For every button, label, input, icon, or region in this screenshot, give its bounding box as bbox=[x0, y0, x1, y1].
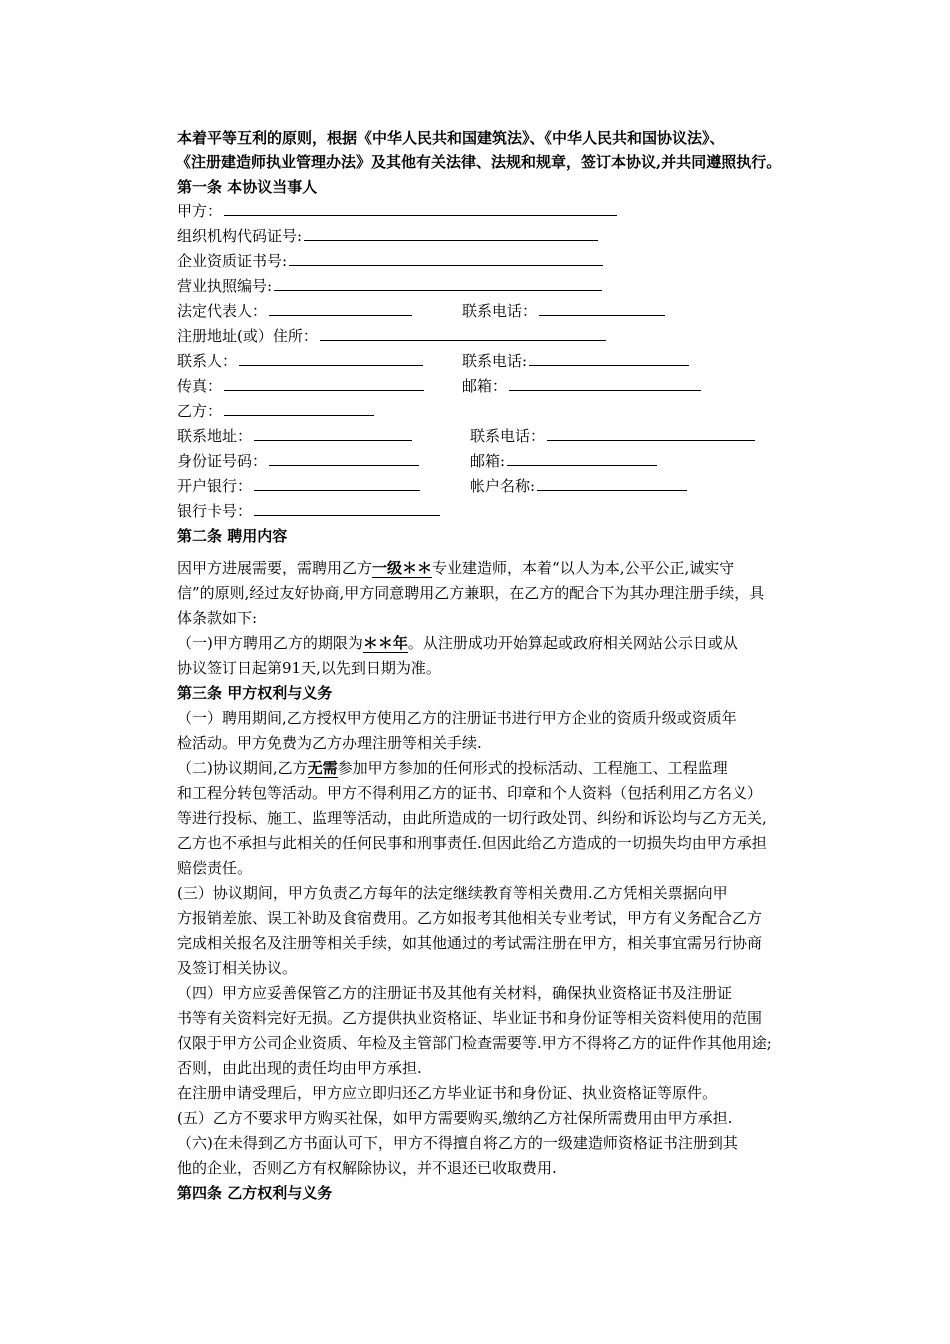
art3-s4-line-4: 否则，由此出现的责任均由甲方承担. bbox=[177, 1059, 422, 1077]
intro-line-1: 本着平等互利的原则，根据《中华人民共和国建筑法》、《中华人民共和国协议法》、 bbox=[177, 129, 725, 147]
phone2-blank bbox=[529, 351, 689, 366]
qual-cert-blank bbox=[289, 251, 603, 266]
art2-p1-text-c: 专业建造师，本着“以人为本,公平公正,诚实守 bbox=[432, 559, 735, 577]
account-name-blank bbox=[537, 476, 687, 491]
party-b-row bbox=[177, 401, 374, 421]
art2-term-text: ＊＊年 bbox=[362, 634, 408, 652]
id-no-label: 身份证号码： bbox=[177, 452, 268, 470]
card-no-row bbox=[177, 501, 440, 521]
legal-rep-blank bbox=[269, 301, 412, 316]
email-blank bbox=[509, 376, 701, 391]
fax-label: 传真： bbox=[177, 377, 223, 395]
phone-row bbox=[462, 301, 665, 321]
b-address-label: 联系地址： bbox=[177, 427, 253, 445]
art2-level-text: 一级＊＊ bbox=[372, 559, 433, 577]
article-1-title: 第一条 本协议当事人 bbox=[177, 178, 318, 196]
art2-p2-text-a: （一)甲方聘用乙方的期限为 bbox=[177, 634, 363, 652]
license-blank bbox=[274, 276, 602, 291]
org-code-row bbox=[177, 226, 598, 246]
address-row bbox=[177, 326, 606, 346]
b-phone-label: 联系电话： bbox=[470, 427, 546, 445]
b-email-label: 邮箱: bbox=[470, 452, 506, 470]
qual-cert-label: 企业资质证书号: bbox=[177, 252, 288, 270]
article-3-title: 第三条 甲方权利与义务 bbox=[177, 684, 333, 702]
party-a-blank bbox=[224, 201, 617, 216]
art2-p1-line-2: 信”的原则,经过友好协商,甲方同意聘用乙方兼职，在乙方的配合下为其办理注册手续，具 bbox=[177, 584, 765, 602]
contact-label: 联系人： bbox=[177, 352, 238, 370]
art2-p2-text-c: 。从注册成功开始算起或政府相关网站公示日或从 bbox=[407, 634, 738, 652]
art3-s3-line-4: 及签订相关协议。 bbox=[177, 959, 298, 977]
art2-p1-text-a: 因甲方进展需要，需聘用乙方 bbox=[177, 559, 373, 577]
b-phone-blank bbox=[547, 426, 755, 441]
legal-rep-label: 法定代表人： bbox=[177, 302, 268, 320]
id-no-row bbox=[177, 451, 419, 471]
email-row bbox=[462, 376, 701, 396]
art3-s4-line-5: 在注册申请受理后，甲方应立即归还乙方毕业证书和身份证、执业资格证等原件。 bbox=[177, 1084, 718, 1102]
phone2-row bbox=[462, 351, 689, 371]
b-phone-row bbox=[470, 426, 755, 446]
art3-s6-line-1: （六)在未得到乙方书面认可下，甲方不得擅自将乙方的一级建造师资格证书注册到其 bbox=[177, 1134, 738, 1152]
art3-s2-line-4: 乙方也不承担与此相关的任何民事和刑事责任.但因此给乙方造成的一切损失均由甲方承担 bbox=[177, 834, 767, 852]
license-row bbox=[177, 276, 602, 296]
art2-p2-line-2: 协议签订日起第91天,以先到日期为准。 bbox=[177, 659, 441, 677]
org-code-blank bbox=[304, 226, 598, 241]
art3-s4-line-1: （四）甲方应妥善保管乙方的注册证书及其他有关材料，确保执业资格证书及注册证 bbox=[177, 984, 733, 1002]
intro-line-2: 《注册建造师执业管理办法》及其他有关法律、法规和规章，签订本协议,并共同遵照执行。 bbox=[176, 153, 782, 171]
phone-label: 联系电话： bbox=[462, 302, 538, 320]
art3-s2-text-a: （二)协议期间,乙方 bbox=[177, 759, 308, 777]
art2-p2-line-1 bbox=[177, 633, 738, 653]
art3-s5-line: (五）乙方不要求甲方购买社保，如甲方需要购买,缴纳乙方社保所需费用由甲方承担. bbox=[177, 1109, 733, 1127]
b-email-blank bbox=[507, 451, 657, 466]
card-no-label: 银行卡号： bbox=[177, 502, 253, 520]
b-address-blank bbox=[254, 426, 412, 441]
bank-label: 开户银行： bbox=[177, 477, 253, 495]
account-name-label: 帐户名称: bbox=[470, 477, 536, 495]
party-a-row bbox=[177, 201, 617, 221]
contact-row bbox=[177, 351, 423, 371]
art3-s6-line-2: 他的企业，否则乙方有权解除协议，并不退还已收取费用. bbox=[177, 1159, 557, 1177]
art3-s1-line-1: （一）聘用期间,乙方授权甲方使用乙方的注册证书进行甲方企业的资质升级或资质年 bbox=[177, 709, 737, 727]
art2-p1-line-3: 体条款如下: bbox=[177, 609, 258, 627]
phone2-label: 联系电话: bbox=[462, 352, 528, 370]
article-2-title: 第二条 聘用内容 bbox=[177, 527, 288, 545]
art3-no-need-text: 无需 bbox=[307, 759, 338, 777]
article-4-title: 第四条 乙方权利与义务 bbox=[177, 1184, 333, 1202]
card-no-blank bbox=[254, 501, 440, 516]
fax-row bbox=[177, 376, 424, 396]
b-address-row bbox=[177, 426, 412, 446]
license-label: 营业执照编号: bbox=[177, 277, 273, 295]
art3-s4-line-2: 书等有关资料完好无损。乙方提供执业资格证、毕业证书和身份证等相关资料使用的范围 bbox=[177, 1009, 763, 1027]
qual-cert-row bbox=[177, 251, 603, 271]
bank-blank bbox=[254, 476, 420, 491]
phone-blank bbox=[539, 301, 665, 316]
art3-s2-line-1 bbox=[177, 758, 728, 778]
bank-row bbox=[177, 476, 420, 496]
party-a-label: 甲方： bbox=[177, 202, 223, 220]
art3-s3-line-3: 完成相关报名及注册等相关手续，如其他通过的考试需注册在甲方，相关事宜需另行协商 bbox=[177, 934, 763, 952]
art3-s2-text-c: 参加甲方参加的任何形式的投标活动、工程施工、工程监理 bbox=[337, 759, 728, 777]
art3-s2-line-5: 赔偿责任。 bbox=[177, 859, 253, 877]
party-b-label: 乙方： bbox=[177, 402, 223, 420]
art3-s2-line-3: 等进行投标、施工、监理等活动，由此所造成的一切行政处罚、纠纷和诉讼均与乙方无关, bbox=[177, 809, 767, 827]
address-label: 注册地址(或）住所： bbox=[177, 327, 318, 345]
art3-s1-line-2: 检活动。甲方免费为乙方办理注册等相关手续. bbox=[177, 734, 482, 752]
art3-s3-line-2: 方报销差旅、误工补助及食宿费用。乙方如报考其他相关专业考试，甲方有义务配合乙方 bbox=[177, 909, 763, 927]
art3-s4-line-3: 仅限于甲方公司企业资质、年检及主管部门检查需要等.甲方不得将乙方的证件作其他用途; bbox=[177, 1034, 772, 1052]
org-code-label: 组织机构代码证号: bbox=[177, 227, 303, 245]
id-no-blank bbox=[269, 451, 419, 466]
art3-s3-line-1: (三）协议期间，甲方负责乙方每年的法定继续教育等相关费用.乙方凭相关票据向甲 bbox=[177, 884, 728, 902]
legal-rep-row bbox=[177, 301, 412, 321]
fax-blank bbox=[224, 376, 424, 391]
b-email-row bbox=[470, 451, 657, 471]
art2-p1-line-1 bbox=[177, 558, 734, 578]
email-label: 邮箱： bbox=[462, 377, 508, 395]
contact-blank bbox=[239, 351, 423, 366]
account-name-row bbox=[470, 476, 687, 496]
address-blank bbox=[320, 326, 606, 341]
party-b-blank bbox=[224, 401, 374, 416]
art3-s2-line-2: 和工程分转包等活动。甲方不得利用乙方的证书、印章和个人资料（包括利用乙方名义） bbox=[177, 784, 763, 802]
